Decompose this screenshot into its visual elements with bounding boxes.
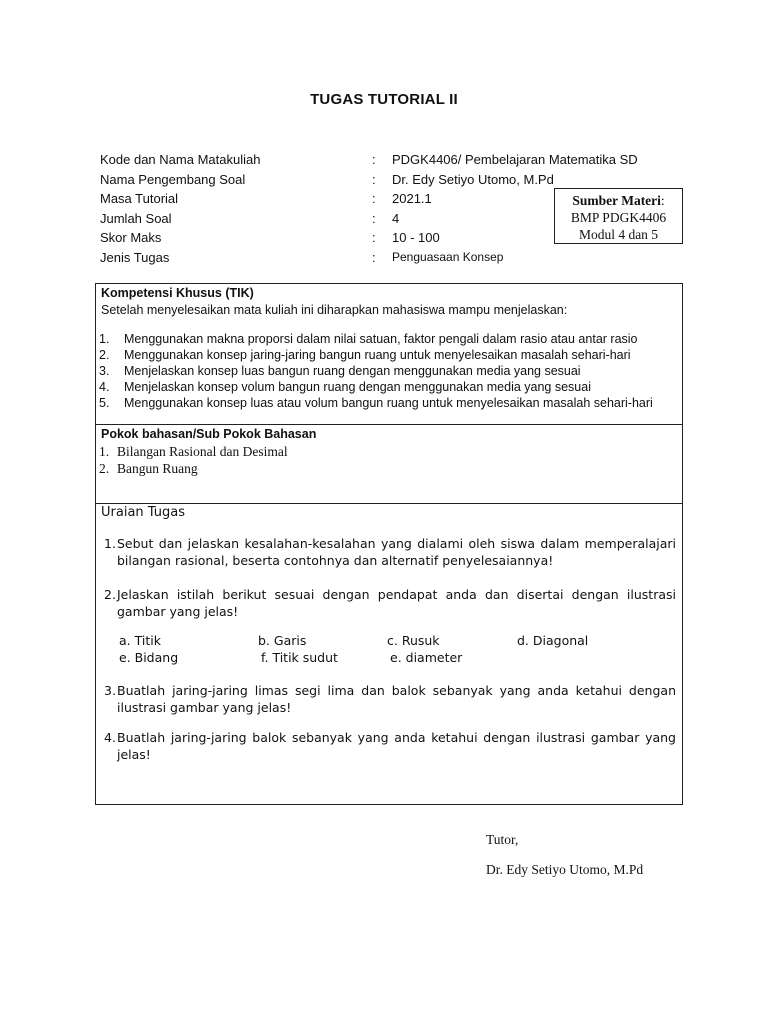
meta-row-score	[100, 228, 560, 248]
question-number: 1.	[104, 536, 116, 551]
source-title: Sumber Materi	[572, 193, 661, 208]
question-text: Jelaskan istilah berikut sesuai dengan pendapat anda dan disertai dengan ilustrasi gambar yang jelas!	[117, 587, 676, 619]
list-number: 3.	[99, 364, 110, 378]
list-number: 1.	[99, 332, 110, 346]
meta-colon: :	[372, 210, 376, 226]
meta-label: Nama Pengembang Soal	[100, 171, 246, 187]
question-1	[104, 535, 676, 569]
competency-heading: Kompetensi Khusus (TIK)	[101, 286, 254, 300]
meta-label: Skor Maks	[100, 230, 162, 246]
meta-row-course	[100, 150, 638, 170]
meta-value: 2021.1	[392, 191, 432, 207]
task-section	[95, 503, 683, 805]
option-f: f. Titik sudut	[261, 650, 338, 665]
task-heading: Uraian Tugas	[101, 505, 185, 520]
list-number: 4.	[99, 380, 110, 394]
list-number: 2.	[99, 461, 110, 476]
list-item	[99, 460, 288, 477]
meta-row-type	[100, 248, 560, 268]
option-d: d. Diagonal	[517, 633, 589, 648]
meta-row-developer	[100, 170, 560, 190]
list-text: Menjelaskan konsep volum bangun ruang dengan menggunakan media yang sesuai	[124, 380, 591, 394]
meta-colon: :	[372, 249, 376, 265]
list-item	[99, 379, 679, 395]
list-text: Bilangan Rasional dan Desimal	[117, 444, 288, 459]
question-2	[104, 586, 676, 620]
question-number: 2.	[104, 587, 116, 602]
competency-section	[95, 283, 683, 424]
source-material-box	[554, 188, 683, 244]
topic-section	[95, 424, 683, 503]
list-number: 1.	[99, 444, 110, 459]
list-text: Menggunakan konsep jaring-jaring bangun ruang untuk menyelesaikan masalah sehari-hari	[124, 348, 631, 362]
question-text: Buatlah jaring-jaring balok sebanyak yang anda ketahui dengan ilustrasi gambar yang jelas!	[117, 730, 676, 762]
meta-label: Jenis Tugas	[100, 249, 170, 265]
meta-value: 10 - 100	[392, 230, 440, 246]
list-text: Menggunakan makna proporsi dalam nilai satuan, faktor pengali dalam rasio atau antar rasio	[124, 332, 638, 346]
meta-value: Dr. Edy Setiyo Utomo, M.Pd	[392, 171, 554, 187]
signature-name: Dr. Edy Setiyo Utomo, M.Pd	[486, 862, 644, 877]
topic-list	[99, 443, 288, 477]
meta-colon: :	[372, 230, 376, 246]
list-text: Bangun Ruang	[117, 461, 198, 476]
topic-heading: Pokok bahasan/Sub Pokok Bahasan	[101, 427, 317, 441]
question-text: Buatlah jaring-jaring limas segi lima dan balok sebanyak yang anda ketahui dengan ilustrasi gambar yang jelas!	[117, 683, 676, 715]
source-colon: :	[660, 193, 665, 208]
competency-list	[99, 331, 679, 411]
option-e-diameter: e. diameter	[390, 650, 463, 665]
meta-label: Kode dan Nama Matakuliah	[100, 152, 261, 167]
meta-colon: :	[372, 171, 376, 187]
list-item	[99, 395, 679, 411]
list-text: Menjelaskan konsep luas bangun ruang dengan menggunakan media yang sesuai	[124, 364, 581, 378]
meta-label: Masa Tutorial	[100, 191, 179, 207]
meta-colon: :	[372, 191, 376, 207]
list-text: Menggunakan konsep luas atau volum bangun ruang untuk menyelesaikan masalah sehari-hari	[124, 396, 653, 410]
meta-value: PDGK4406/ Pembelajaran Matematika SD	[392, 152, 638, 167]
list-number: 2.	[99, 348, 110, 362]
question-4	[104, 729, 676, 763]
signature-role: Tutor,	[486, 832, 519, 847]
option-c: c. Rusuk	[387, 633, 440, 648]
list-item	[99, 347, 679, 363]
meta-row-period	[100, 189, 560, 209]
competency-intro: Setelah menyelesaikan mata kuliah ini diharapkan mahasiswa mampu menjelaskan:	[101, 303, 568, 317]
question-number: 4.	[104, 730, 116, 745]
meta-row-count	[100, 209, 560, 229]
meta-value: 4	[392, 210, 400, 226]
list-item	[99, 331, 679, 347]
source-line-1: BMP PDGK4406	[570, 210, 667, 225]
page-title: TUGAS TUTORIAL II	[310, 91, 458, 108]
options-row	[119, 632, 659, 649]
question-2-options	[119, 632, 659, 666]
meta-value: Penguasaan Konsep	[392, 249, 504, 264]
source-line-2: Modul 4 dan 5	[578, 227, 659, 242]
meta-colon: :	[372, 152, 376, 167]
option-b: b. Garis	[258, 633, 307, 648]
meta-label: Jumlah Soal	[100, 210, 172, 226]
option-a: a. Titik	[119, 633, 161, 648]
list-item	[99, 443, 288, 460]
options-row	[119, 649, 659, 666]
question-text: Sebut dan jelaskan kesalahan-kesalahan yang dialami oleh siswa dalam memperalajari bilangan rasional, beserta contohnya dan alternatif penyelesaiannya!	[117, 536, 676, 568]
list-item	[99, 363, 679, 379]
question-3	[104, 682, 676, 716]
list-number: 5.	[99, 396, 110, 410]
question-number: 3.	[104, 683, 116, 698]
option-e: e. Bidang	[119, 650, 179, 665]
